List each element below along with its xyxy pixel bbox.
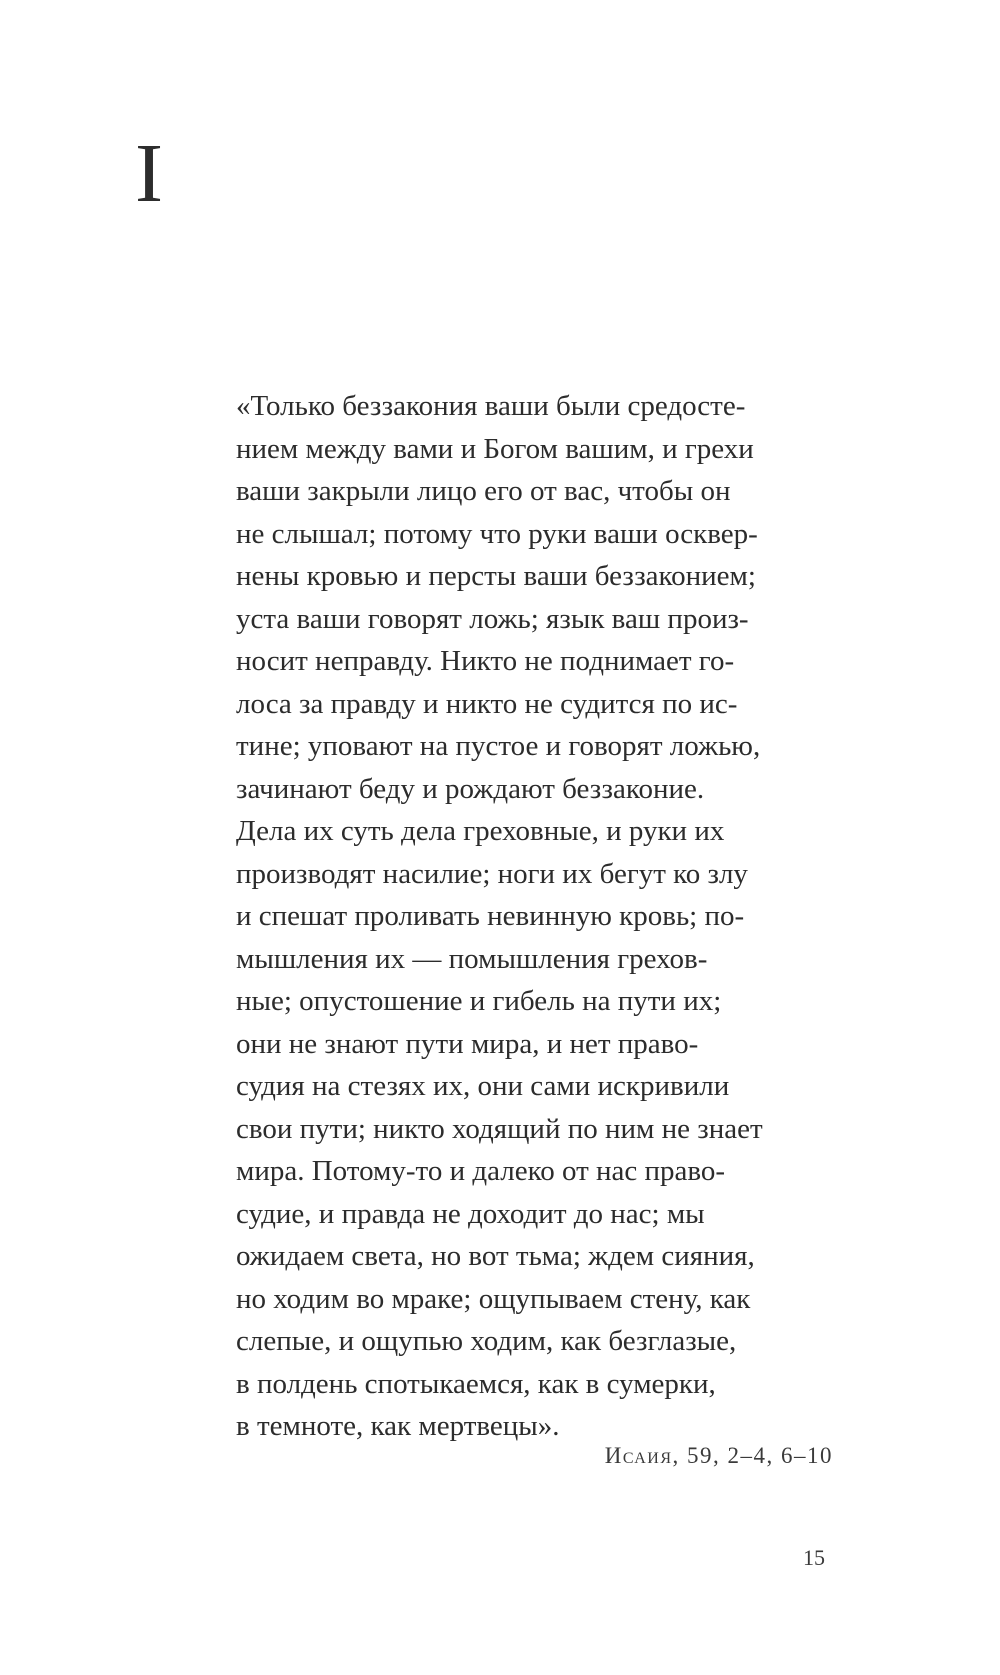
epigraph-line: но ходим во мраке; ощупываем стену, как: [236, 1282, 751, 1315]
epigraph-line: мышления их — помышления грехов-: [236, 942, 708, 975]
chapter-numeral: I: [135, 127, 163, 220]
epigraph-line: мира. Потому-то и далеко от нас право-: [236, 1155, 726, 1187]
epigraph: [236, 385, 836, 1448]
epigraph-line: нием между вами и Богом вашим, и грехи: [236, 432, 754, 465]
epigraph-line: нены кровью и персты ваши беззаконием;: [236, 560, 756, 592]
epigraph-line: судия на стезях их, они сами искривили: [236, 1070, 730, 1102]
page-number: 15: [803, 1545, 825, 1570]
epigraph-line: слепые, и ощупью ходим, как безглазые,: [236, 1325, 737, 1357]
epigraph-line: Дела их суть дела греховные, и руки их: [236, 815, 725, 847]
epigraph-line: уста ваши говорят ложь; язык ваш произ-: [236, 602, 749, 635]
epigraph-line: тине; уповают на пустое и говорят ложью,: [236, 730, 761, 762]
epigraph-line: лоса за правду и никто не судится по ис-: [236, 687, 738, 720]
epigraph-line: носит неправду. Никто не поднимает го-: [236, 645, 735, 677]
epigraph-line: ные; опустошение и гибель на пути их;: [236, 985, 722, 1017]
epigraph-line: и спешат проливать невинную кровь; по-: [236, 900, 745, 932]
epigraph-line: зачинают беду и рождают беззаконие.: [236, 772, 705, 805]
epigraph-line: не слышал; потому что руки ваши осквер-: [236, 517, 758, 550]
epigraph-line: свои пути; никто ходящий по ним не знает: [236, 1112, 763, 1145]
epigraph-line: судие, и правда не доходит до нас; мы: [236, 1197, 705, 1230]
epigraph-line: ожидаем света, но вот тьма; ждем сияния,: [236, 1240, 755, 1272]
epigraph-attribution: Исаия, 59, 2–4, 6–10: [604, 1443, 833, 1468]
epigraph-text: [236, 385, 836, 1448]
epigraph-line: «Только беззакония ваши были средосте-: [236, 390, 746, 422]
epigraph-line: в полдень спотыкаемся, как в сумерки,: [236, 1367, 716, 1400]
epigraph-line: ваши закрыли лицо его от вас, чтобы он: [236, 475, 731, 507]
epigraph-line: производят насилие; ноги их бегут ко злу: [236, 857, 748, 890]
epigraph-line: они не знают пути мира, и нет право-: [236, 1027, 699, 1060]
epigraph-line: в темноте, как мертвецы».: [236, 1410, 560, 1442]
